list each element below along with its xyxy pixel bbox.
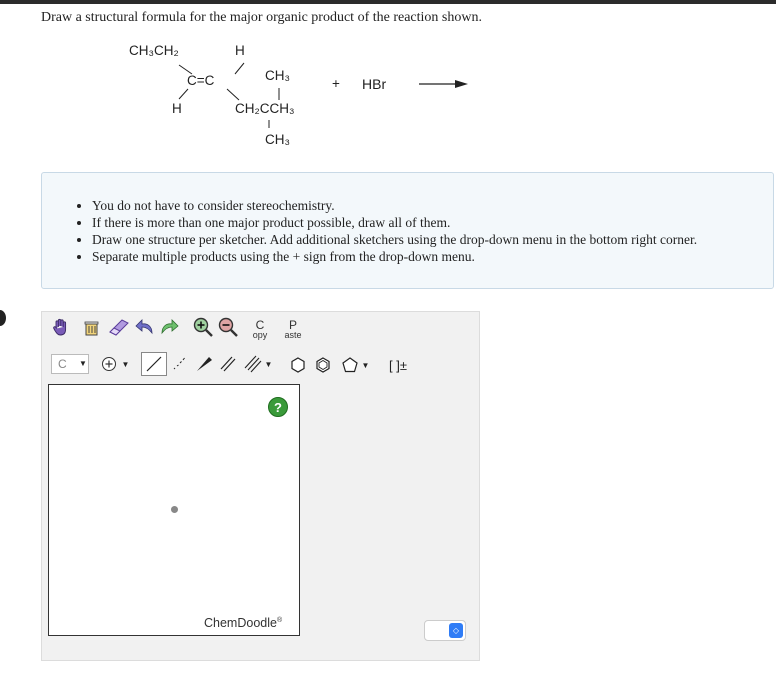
benzene-button[interactable] [312,354,334,376]
help-button[interactable]: ? [268,397,288,417]
chevron-down-icon: ▼ [79,359,87,368]
copy-label-top: C [255,318,265,332]
brackets-label: [ ]± [389,357,407,373]
plus-sign: + [332,76,340,91]
wedge-bond-icon [195,355,213,373]
pentagon-icon [341,356,359,374]
copy-button[interactable] [249,317,271,343]
paste-button[interactable] [280,317,306,343]
page-edge-marker [0,310,6,326]
chevron-down-icon: ▼ [121,359,130,369]
hand-pan-button[interactable] [50,316,72,338]
wavy-bond-button[interactable] [167,352,191,376]
alkene-label: C=C [187,73,215,88]
chemdoodle-brand [204,616,282,630]
instruction-item: • Draw one structure per sketcher. Add additional sketchers using the drop-down menu in the bottom right corner. [92,231,773,248]
double-bond-button[interactable] [216,352,240,376]
cyclohexane-button[interactable] [287,354,309,376]
trash-icon [81,317,101,337]
benzene-icon [314,356,332,374]
reaction-bonds [110,40,490,160]
brand-label: ChemDoodle [204,616,277,630]
triple-bond-icon [244,355,262,373]
instructions-panel [41,172,774,289]
redo-button[interactable] [158,316,180,338]
quaternary-carbon-label: CH₂CCH₃ [235,101,295,116]
top-hydrogen-label: H [235,43,245,58]
zoom-out-button[interactable] [217,316,239,338]
eraser-button[interactable] [106,316,132,338]
element-label: C [58,357,67,371]
zoom-in-icon [192,316,214,338]
chemdoodle-sketcher [41,311,480,661]
hashed-bond-icon [170,355,188,373]
updown-chevron-icon: ◇ [449,623,463,638]
chevron-down-icon: ▼ [361,360,370,370]
hand-icon [51,317,71,337]
single-bond-button[interactable] [141,352,167,376]
zoom-in-button[interactable] [192,316,214,338]
zoom-out-icon [217,316,239,338]
instruction-item: • Separate multiple products using the + sign from the drop-down menu. [92,248,773,265]
instructions-list [42,197,773,265]
redo-icon [158,317,180,337]
drawing-canvas[interactable] [48,384,300,636]
undo-button[interactable] [134,316,156,338]
wedge-bond-button[interactable] [192,352,216,376]
question-prompt: Draw a structural formula for the major organic product of the reaction shown. [41,10,482,25]
top-methyl-label: CH₃ [265,68,290,83]
eraser-icon [107,317,131,337]
add-sketcher-dropdown[interactable] [424,620,466,641]
bottom-methyl-label: CH₃ [265,132,290,147]
registered-mark: ® [276,616,283,624]
chevron-down-icon: ▼ [264,359,273,369]
charge-selector[interactable] [94,354,136,374]
charge-plus-icon [101,356,117,372]
undo-icon [134,317,156,337]
instruction-item: • You do not have to consider stereochemistry. [92,197,773,214]
bottom-hydrogen-label: H [172,101,182,116]
instruction-item: • If there is more than one major product possible, draw all of them. [92,214,773,231]
top-bar [0,0,776,4]
single-bond-icon [145,355,163,373]
hexagon-icon [289,356,307,374]
ring-selector[interactable] [337,354,373,376]
copy-label-bottom: opy [252,330,268,340]
double-bond-icon [219,355,237,373]
reaction-scheme [110,40,490,160]
element-selector[interactable] [51,354,89,374]
paste-label-top: P [288,318,297,332]
ethyl-group-label: CH₃CH₂ [129,43,179,58]
canvas-cursor-dot [171,506,178,513]
reagent-label: HBr [362,76,387,92]
paste-label-bottom: aste [284,330,302,340]
clear-button[interactable] [80,316,102,338]
brackets-button[interactable] [385,354,411,376]
triple-bond-selector[interactable] [240,352,276,376]
